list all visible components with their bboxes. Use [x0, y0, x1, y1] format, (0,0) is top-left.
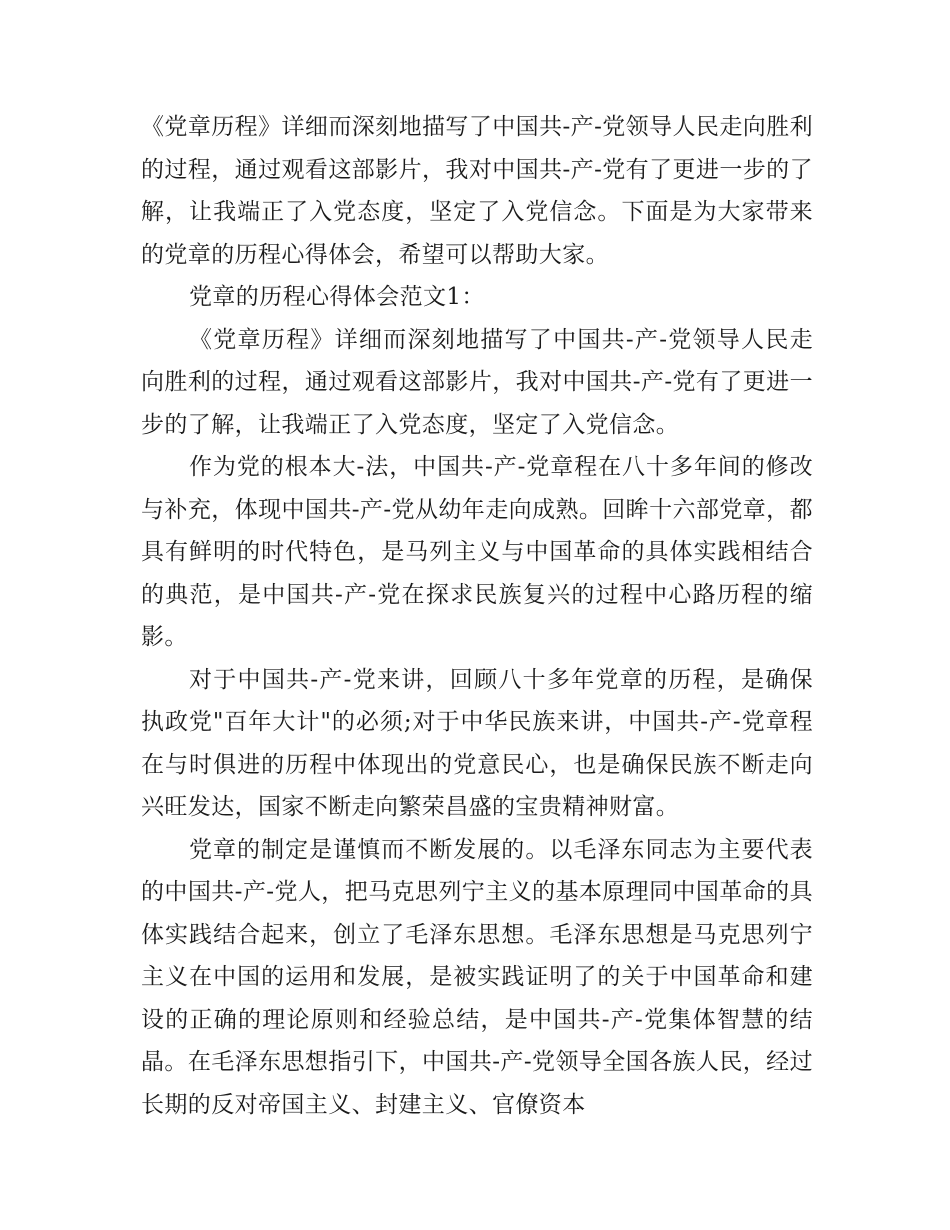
document-body	[141, 106, 813, 1126]
body-paragraph: 党章的制定是谨慎而不断发展的。以毛泽东同志为主要代表的中国共-产-党人，把马克思列宁主义的基本原理同中国革命的具体实践结合起来，创立了毛泽东思想。毛泽东思想是马克思列宁主义在中国的运用和发展，是被实践证明了的关于中国革命和建设的正确的理论原则和经验总结，是中国共-产-党集体智慧的结晶。在毛泽东思想指引下，中国共-产-党领导全国各族人民，经过长期的反对帝国主义、封建主义、官僚资本	[141, 836, 813, 1118]
section-heading: 党章的历程心得体会范文1：	[189, 284, 485, 310]
body-paragraph: 《党章历程》详细而深刻地描写了中国共-产-党领导人民走向胜利的过程，通过观看这部影片，我对中国共-产-党有了更进一步的了解，让我端正了入党态度，坚定了入党信念。	[141, 326, 813, 438]
body-paragraph: 对于中国共-产-党来讲，回顾八十多年党章的历程，是确保执政党"百年大计"的必须;对于中华民族来讲，中国共-产-党章程在与时俱进的历程中体现出的党意民心，也是确保民族不断走向兴旺发达，国家不断走向繁荣昌盛的宝贵精神财富。	[141, 666, 813, 820]
intro-paragraph: 《党章历程》详细而深刻地描写了中国共-产-党领导人民走向胜利的过程，通过观看这部影片，我对中国共-产-党有了更进一步的了解，让我端正了入党态度，坚定了入党信念。下面是为大家带来的党章的历程心得体会，希望可以帮助大家。	[141, 114, 813, 268]
body-paragraph: 作为党的根本大-法，中国共-产-党章程在八十多年间的修改与补充，体现中国共-产-党从幼年走向成熟。回眸十六部党章，都具有鲜明的时代特色，是马列主义与中国革命的具体实践相结合的典范，是中国共-产-党在探求民族复兴的过程中心路历程的缩影。	[141, 454, 813, 650]
